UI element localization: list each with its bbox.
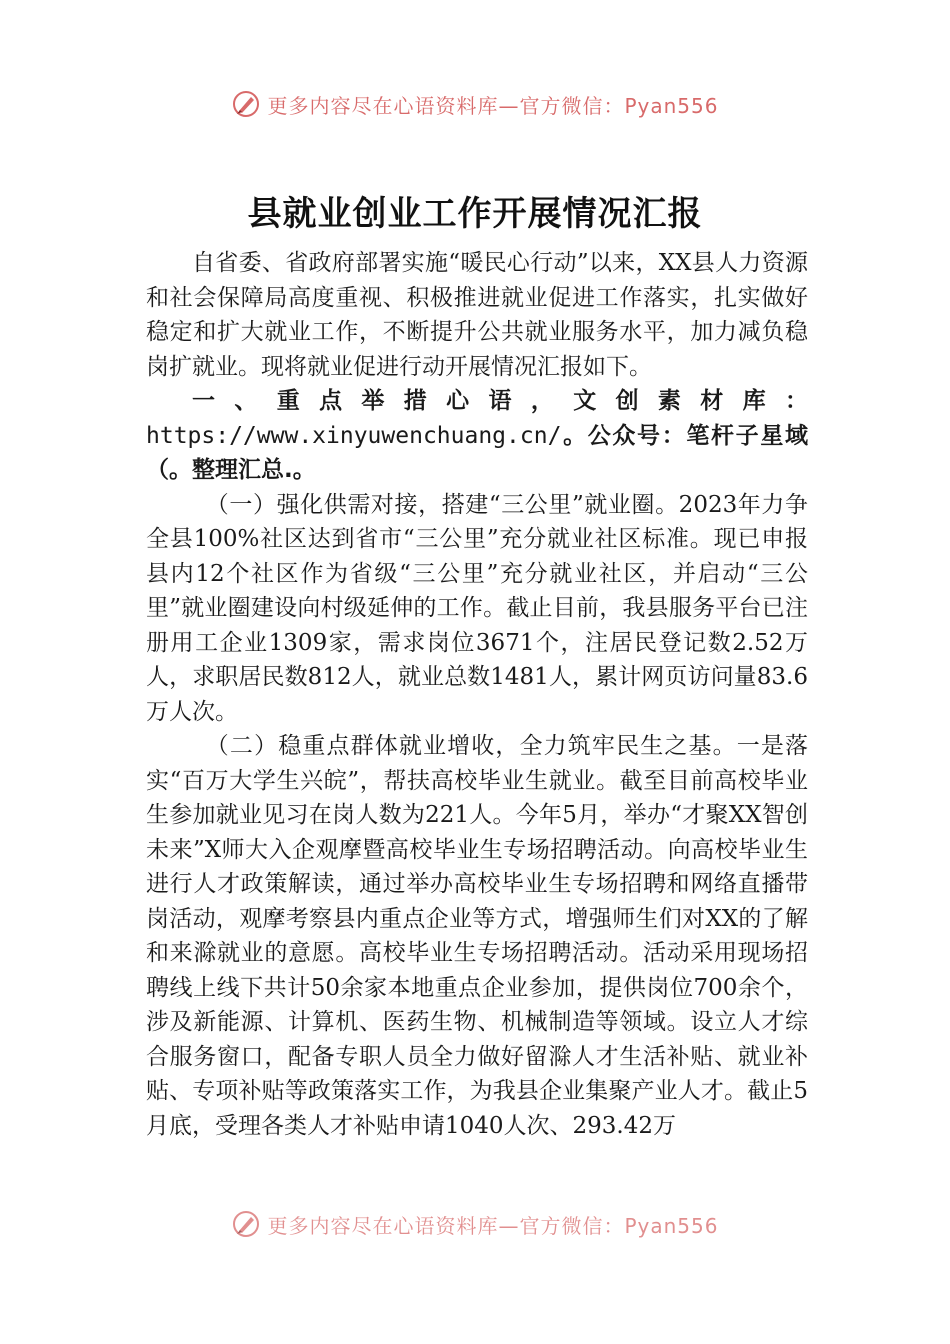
heading-url-link[interactable]: https://www.xinyuwenchuang.cn/ xyxy=(146,422,562,449)
pen-logo-icon xyxy=(231,89,261,119)
heading-prefix: 一、重点举措心语，文创素材库： xyxy=(192,388,808,414)
document-title: 县就业创业工作开展情况汇报 xyxy=(247,194,703,234)
subsection-paragraph-2: （二）稳重点群体就业增收，全力筑牢民生之基。一是落实“百万大学生兴皖”，帮扶高校毕业生就业。截至目前高校毕业生参加就业见习在岗人数为221人。今年5月，举办“才聚XX智创未来”X师大入企观摩暨高校毕业生专场招聘活动。向高校毕业生进行人才政策解读，通过举办高校毕业生专场招聘和网络直播带岗活动，观摩考察县内重点企业等方式，增强师生们对XX的了解和来滁就业的意愿。高校毕业生专场招聘活动。活动采用现场招聘线上线下共计50余家本地重点企业参加，提供岗位700余个，涉及新能源、计算机、医药生物、机械制造等领域。设立人才综合服务窗口，配备专职人员全力做好留滁人才生活补贴、就业补贴、专项补贴等政策落实工作，为我县企业集聚产业人才。截止5月底，受理各类人才补贴申请1040人次、293.42万 xyxy=(146,733,808,1139)
section-heading-1 xyxy=(146,384,808,488)
intro-paragraph: 自省委、省政府部署实施“暖民心行动”以来，XX县人力资源和社会保障局高度重视、积极推进就业促进工作落实，扎实做好稳定和扩大就业工作，不断提升公共就业服务水平，加力减负稳岗扩就业。现将就业促进行动开展情况汇报如下。 xyxy=(146,250,808,380)
heading-suffix: 。公众号：笔杆子星域（。整理汇总.。 xyxy=(146,422,808,483)
watermark-footer xyxy=(0,1204,950,1244)
subsection-paragraph-1: （一）强化供需对接，搭建“三公里”就业圈。2023年力争全县100%社区达到省市“三公里”充分就业社区标准。现已申报县内12个社区作为省级“三公里”充分就业社区，并启动“三公里”就业圈建设向村级延伸的工作。截止目前，我县服务平台已注册用工企业1309家，需求岗位3671个，注居民登记数2.52万人，求职居民数812人，就业总数1481人，累计网页访问量83.6万人次。 xyxy=(146,491,808,725)
document-body xyxy=(146,246,808,1143)
watermark-header xyxy=(0,84,950,124)
watermark-text-footer: 更多内容尽在心语资料库—官方微信：Pyan556 xyxy=(267,1213,719,1238)
pen-logo-icon xyxy=(231,1209,261,1239)
watermark-text: 更多内容尽在心语资料库—官方微信：Pyan556 xyxy=(267,93,719,118)
